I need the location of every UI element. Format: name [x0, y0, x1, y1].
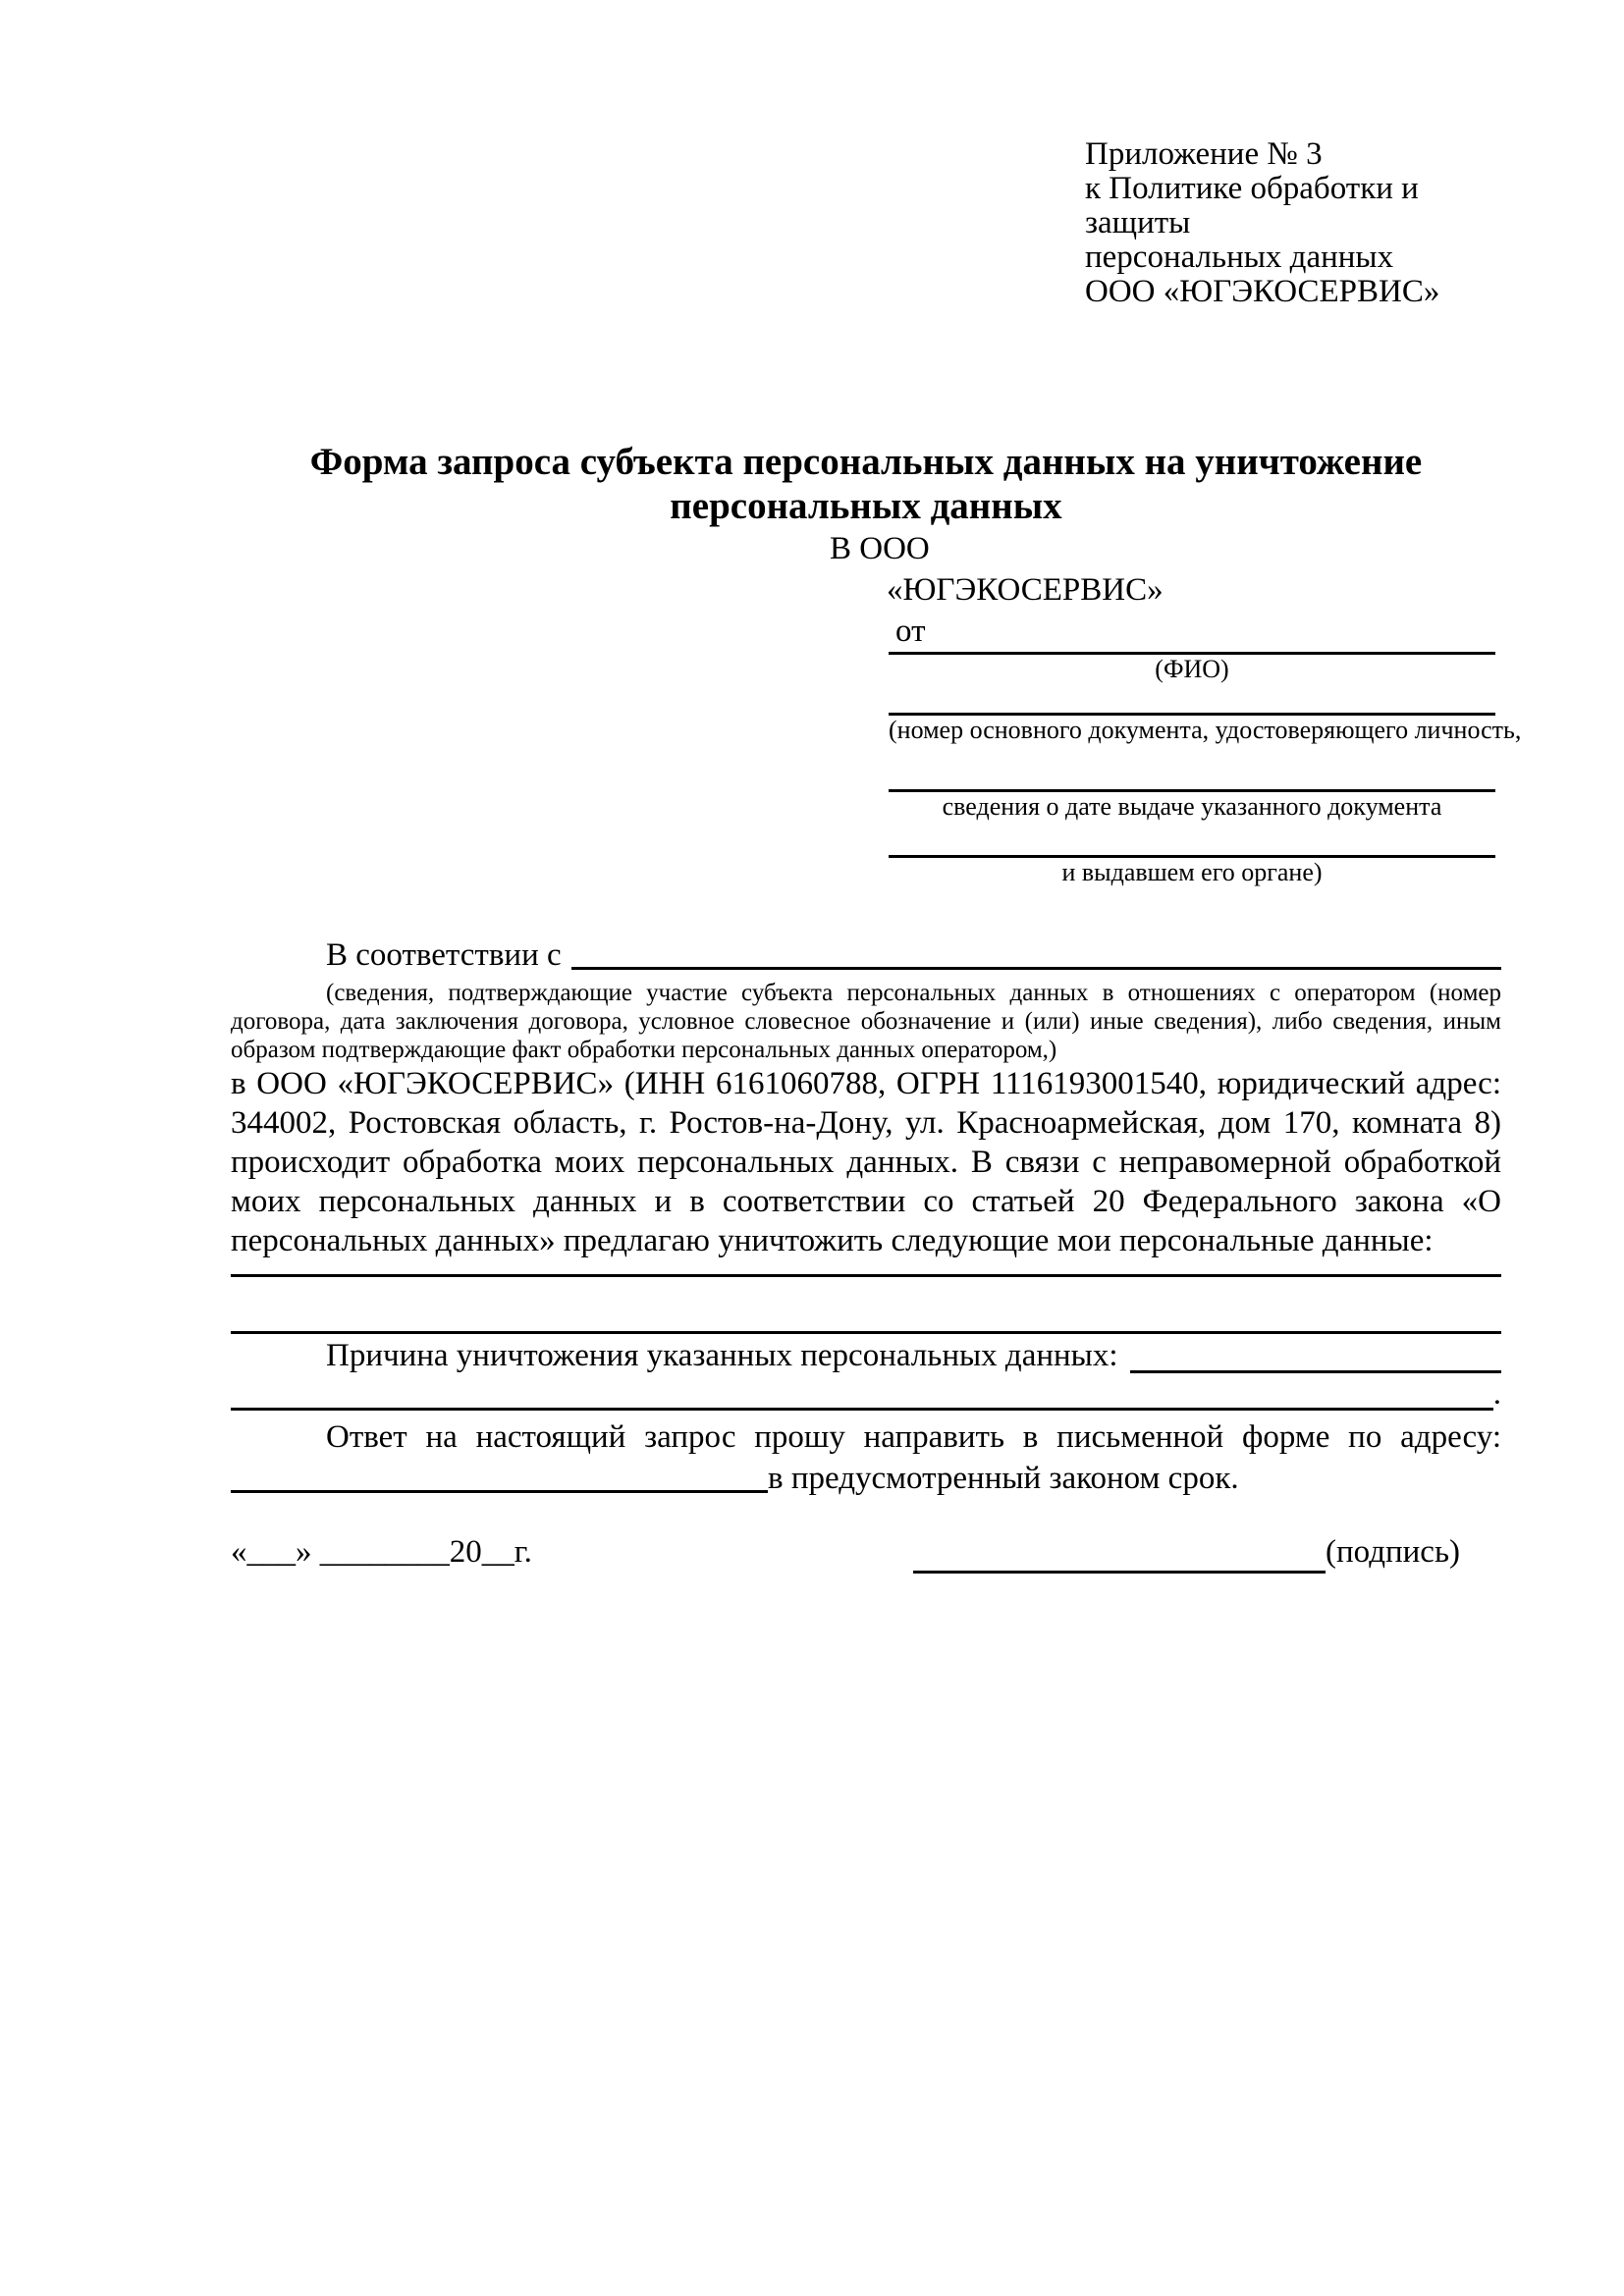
fio-field-row [889, 652, 1495, 684]
answer-address-row [231, 1458, 1501, 1499]
address-blank-line[interactable] [231, 1458, 768, 1493]
basis-row [231, 934, 1501, 976]
body-paragraph: в ООО «ЮГЭКОСЕРВИС» (ИНН 6161060788, ОГРН 1116193001540, юридический адрес: 344002, Ростовская область, г. Ростов-на-Дону, ул. Красноармейская, дом 170, комната 8) происходит обработка моих персональных данных. В связи с неправомерной обработкой моих персональных данных и в соответствии со статьей 20 Федерального закона «О персональных данных» предлагаю уничтожить следующие мои персональные данные: [231, 1066, 1501, 1258]
appendix-line-3: персональных данных [1085, 240, 1394, 275]
date-signature-row [231, 1530, 1501, 1574]
appendix-line-4: ООО «ЮГЭКОСЕРВИС» [1085, 274, 1440, 309]
signature-blank-line[interactable] [913, 1536, 1326, 1574]
signature-caption: (подпись) [1326, 1534, 1460, 1570]
recipient-from-label: от [895, 614, 926, 649]
reason-label: Причина уничтожения указанных персональных данных: [326, 1338, 1118, 1373]
recipient-org-line-2: «ЮГЭКОСЕРВИС» [887, 572, 1164, 608]
recipient-org-line-1: В ООО [830, 531, 930, 566]
data-blank-line-1[interactable] [231, 1274, 1501, 1277]
answer-term-text: в предусмотренный законом срок. [768, 1461, 1239, 1496]
issue-date-caption: сведения о дате выдаче указанного документа [942, 792, 1442, 821]
issuing-authority-field-row [889, 855, 1495, 887]
paragraph-indent [231, 934, 326, 976]
id-document-caption: (номер основного документа, удостоверяющего личность, [889, 716, 1522, 744]
fio-caption: (ФИО) [1155, 655, 1229, 683]
appendix-line-1: Приложение № 3 [1085, 136, 1323, 172]
id-document-field-row [889, 713, 1522, 745]
signature-group [913, 1530, 1460, 1574]
issuing-authority-caption: и выдавшем его органе) [1061, 858, 1323, 886]
reason-continuation-blank-line[interactable] [231, 1377, 1493, 1411]
basis-blank-line[interactable] [571, 934, 1501, 970]
trailing-period: . [1492, 1376, 1501, 1412]
reason-row [231, 1334, 1501, 1377]
appendix-line-2: к Политике обработки и защиты [1085, 171, 1419, 240]
page-title: Форма запроса субъекта персональных данных на уничтожение персональных данных [309, 441, 1423, 527]
reason-continuation-row [231, 1377, 1501, 1411]
basis-footnote: (сведения, подтверждающие участие субъекта персональных данных в отношениях с оператором (номер договора, дата заключения договора, условное словесное обозначение и (или) иные сведения), либо сведения, иным образом подтверждающие факт обработки персональных данных оператором,) [231, 980, 1501, 1063]
basis-lead-text: В соответствии с [326, 937, 562, 973]
recipient-block [231, 528, 1501, 652]
answer-request-line: Ответ на настоящий запрос прошу направить в письменной форме по адресу: [326, 1419, 1501, 1455]
issue-date-field-row [889, 789, 1495, 822]
reason-blank-line[interactable] [1130, 1338, 1501, 1373]
date-field[interactable]: «___» ________20__г. [231, 1534, 532, 1570]
appendix-note [1085, 137, 1501, 309]
